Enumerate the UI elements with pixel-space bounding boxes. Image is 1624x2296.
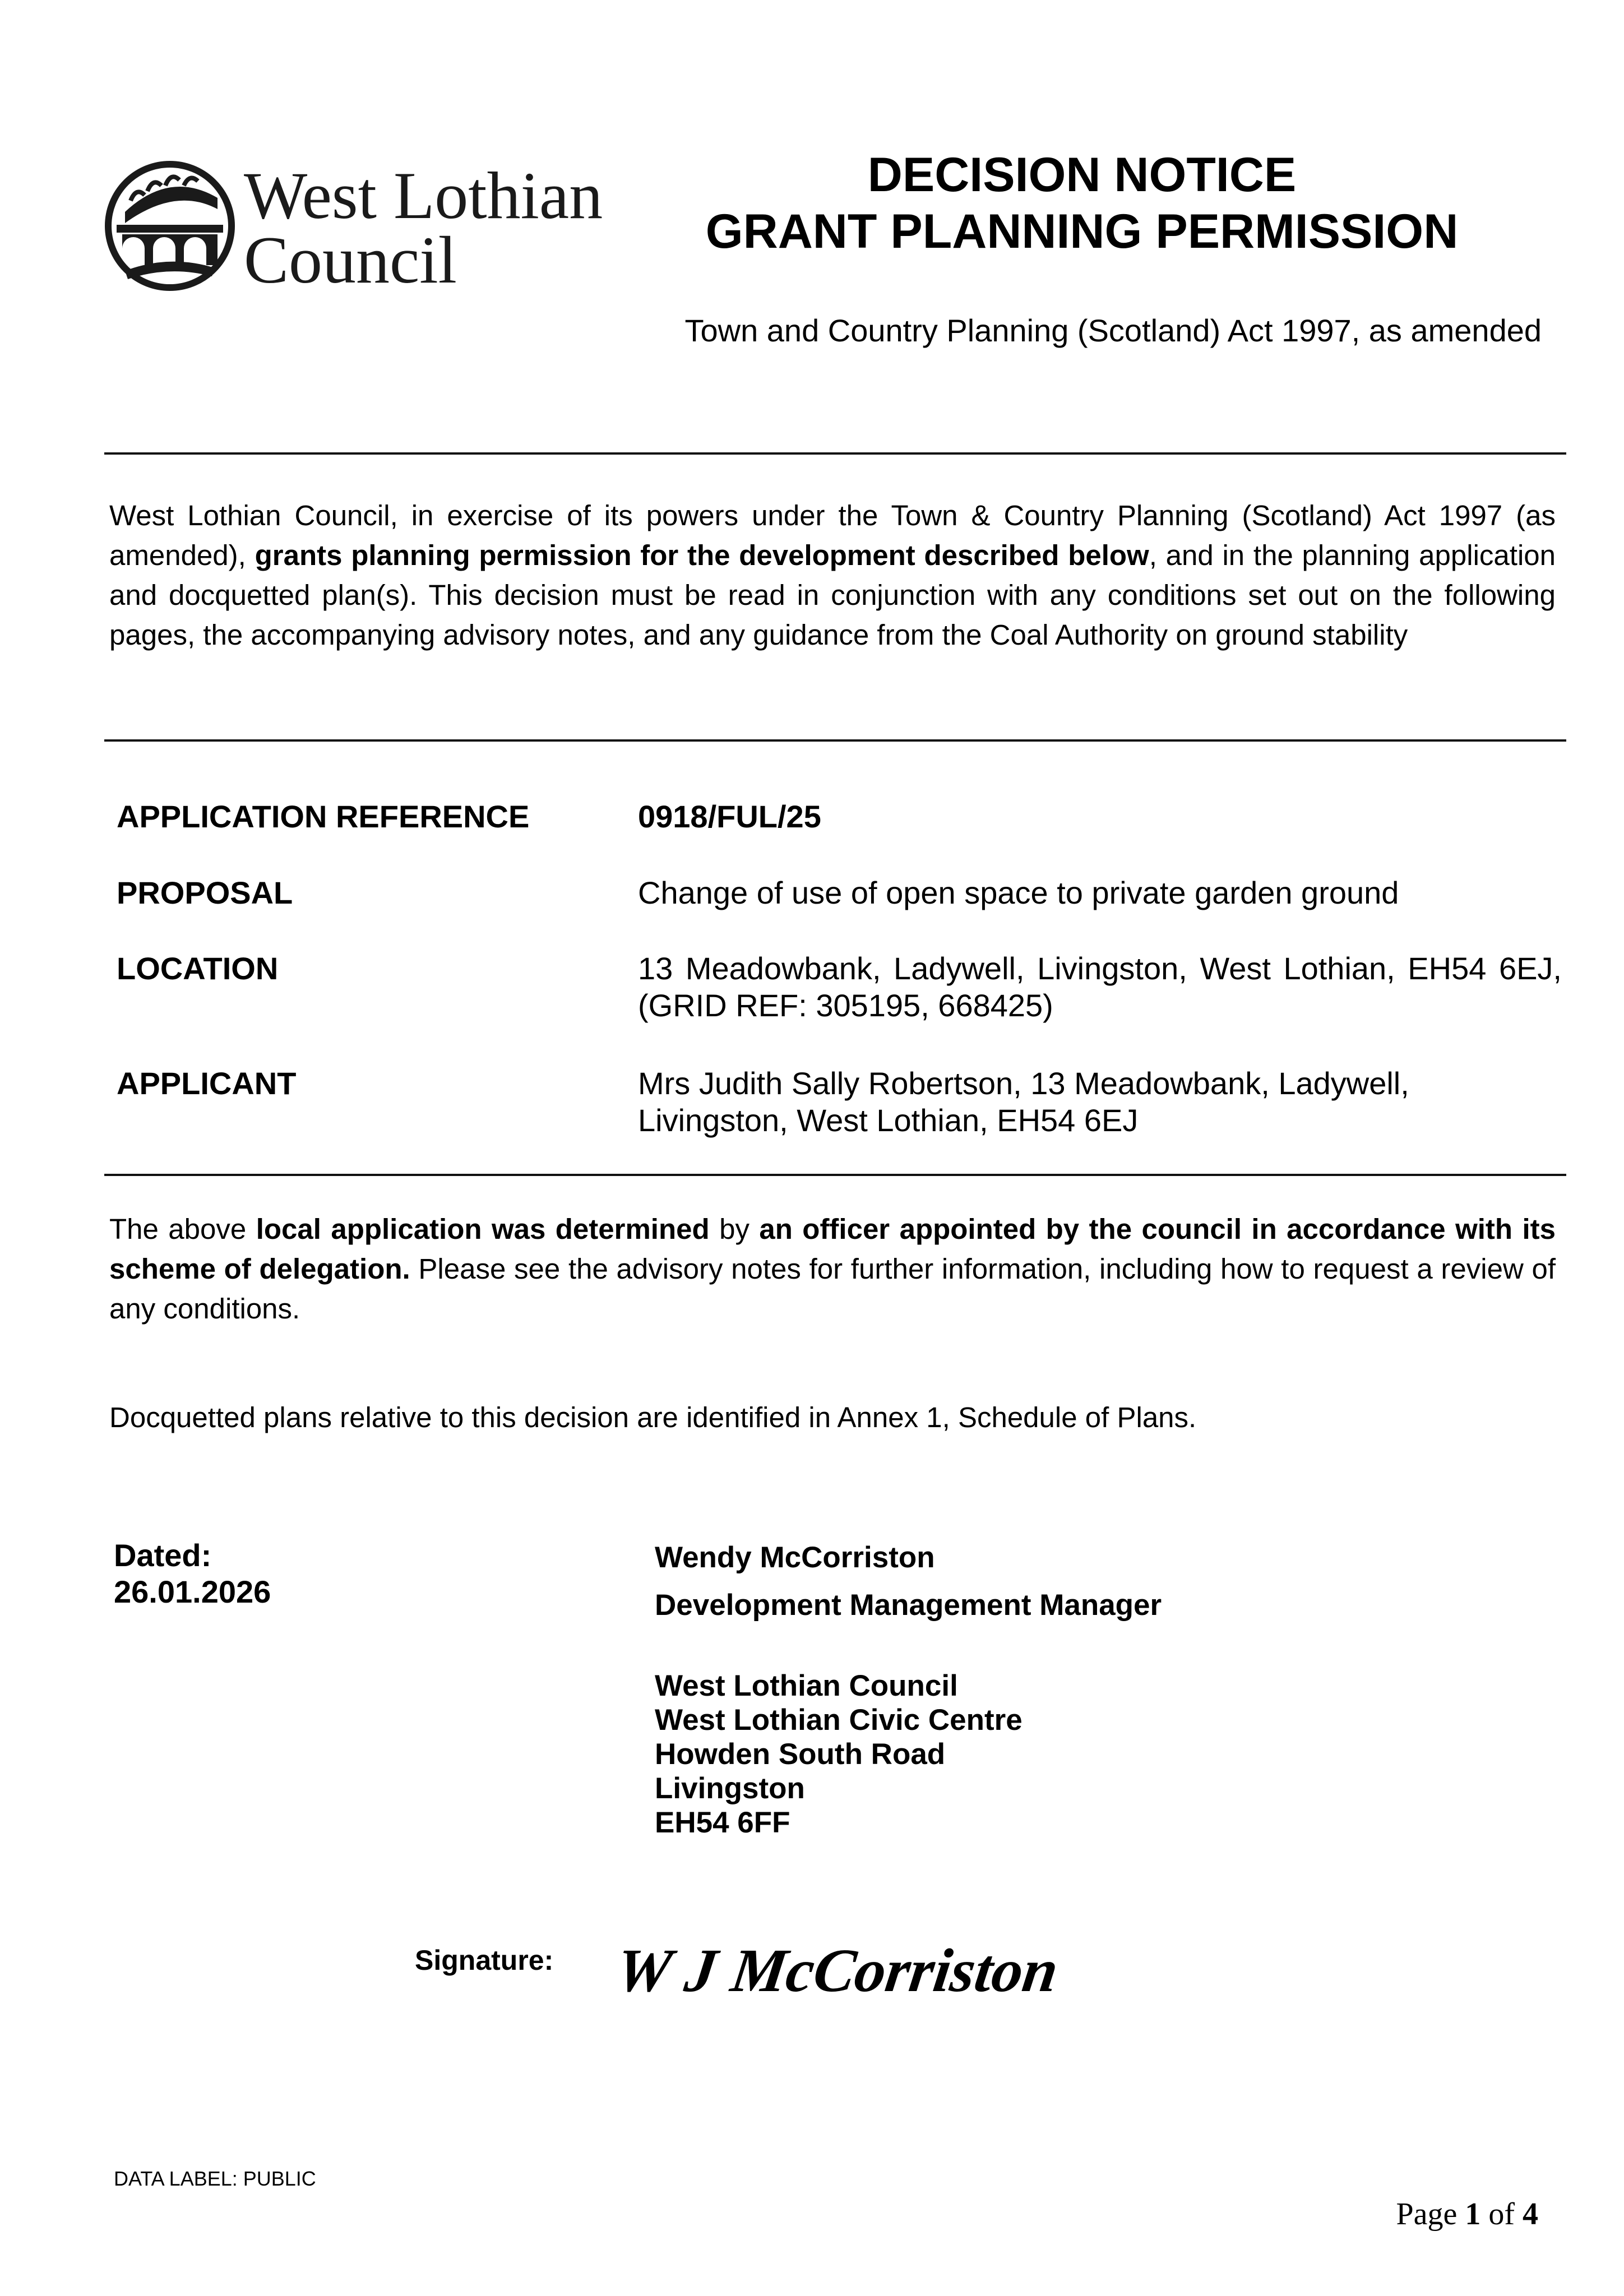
intro-bold-text: grants planning permission for the development described below — [255, 539, 1149, 571]
determination-bold-1: local application was determined — [256, 1213, 710, 1245]
council-wordmark — [244, 158, 603, 297]
council-logo — [103, 159, 618, 299]
determination-bold-2: an officer appointed by the council in accordance with its scheme of delegation. — [109, 1213, 1556, 1285]
act-subtitle: Town and Country Planning (Scotland) Act 1997, as amended — [684, 313, 1542, 348]
intro-paragraph — [109, 496, 1556, 655]
signature-label: Signature: — [415, 1945, 554, 1976]
data-label: DATA LABEL: PUBLIC — [114, 2167, 316, 2190]
plans-note: Docquetted plans relative to this decision are identified in Annex 1, Schedule of Plans. — [109, 1401, 1197, 1433]
page-total: 4 — [1523, 2197, 1538, 2232]
applicant-label: APPLICANT — [117, 1066, 297, 1101]
proposal-value: Change of use of open space to private garden ground — [638, 875, 1399, 910]
ref-value: 0918/FUL/25 — [638, 799, 821, 834]
title-line-2: GRANT PLANNING PERMISSION — [705, 205, 1459, 258]
wordmark-line-2: Council — [244, 223, 457, 297]
location-label: LOCATION — [117, 951, 279, 986]
title-line-1: DECISION NOTICE — [867, 148, 1297, 202]
intro-text-2: , and in the planning application and docquetted plan(s). This decision must be read in conjunction with any conditions set out on the following pages, the accompanying advisory notes, and any guidance from the Coal Authority on ground stability — [109, 539, 1556, 651]
handwritten-signature: W J McCorriston — [612, 1936, 1063, 2005]
location-value: 13 Meadowbank, Ladywell, Livingston, West Lothian, EH54 6EJ, (GRID REF: 305195, 668425) — [638, 951, 1562, 1023]
intro-text-1: West Lothian Council, in exercise of its powers under the Town & Country Planning (Scotland) Act 1997 (as amended), — [109, 499, 1556, 571]
signatory-role: Development Management Manager — [655, 1589, 1162, 1622]
divider-2 — [104, 739, 1566, 742]
page-prefix: Page — [1396, 2197, 1465, 2232]
page-current: 1 — [1465, 2197, 1481, 2232]
address-line: EH54 6FF — [655, 1806, 790, 1839]
dated-label: Dated: — [114, 1538, 212, 1573]
determination-text-3: Please see the advisory notes for further information, including how to request a review of any conditions. — [109, 1253, 1556, 1325]
signatory-name: Wendy McCorriston — [655, 1541, 935, 1574]
applicant-value — [638, 1065, 1562, 1139]
address-line: Livingston — [655, 1772, 805, 1805]
signatory-address — [655, 1669, 1022, 1840]
determination-paragraph — [109, 1209, 1556, 1328]
address-line: West Lothian Council — [655, 1669, 958, 1702]
applicant-value-line-2: Livingston, West Lothian, EH54 6EJ — [638, 1103, 1139, 1138]
divider-3 — [104, 1174, 1566, 1176]
wordmark-line-1: West Lothian — [244, 158, 603, 233]
address-line: West Lothian Civic Centre — [655, 1704, 1022, 1737]
divider-1 — [104, 452, 1566, 455]
page-mid: of — [1480, 2197, 1523, 2232]
determination-text-1: The above — [109, 1213, 256, 1245]
dated-value: 26.01.2026 — [114, 1574, 271, 1609]
page-number — [1396, 2195, 1538, 2234]
ref-label: APPLICATION REFERENCE — [117, 799, 530, 834]
address-line: Howden South Road — [655, 1738, 946, 1771]
viaduct-arch-emblem-icon — [103, 159, 237, 293]
determination-text-2: by — [709, 1213, 760, 1245]
proposal-label: PROPOSAL — [117, 875, 293, 910]
applicant-value-line-1: Mrs Judith Sally Robertson, 13 Meadowbank, Ladywell, — [638, 1066, 1409, 1101]
